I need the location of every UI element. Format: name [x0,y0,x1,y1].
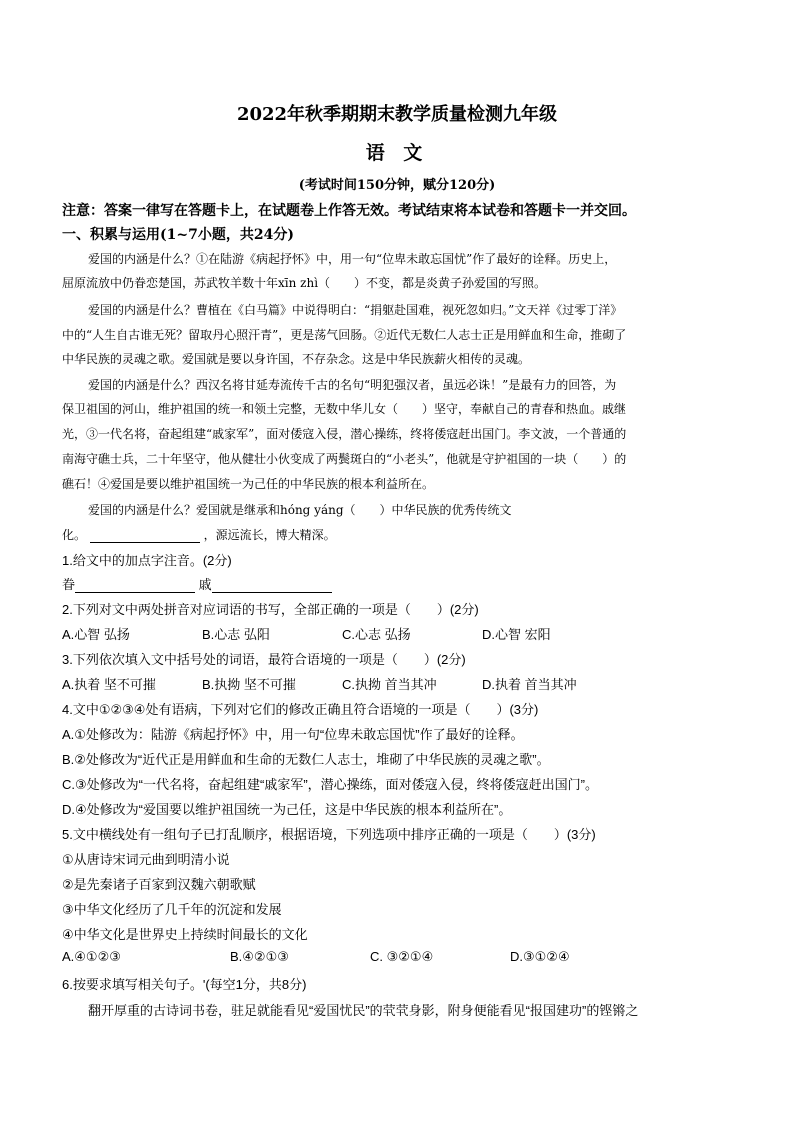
passage-line: 爱国的内涵是什么？曹植在《白马篇》中说得明白：“捐躯赴国难，视死忽如归。”文天祥《过零丁洋》 [88,303,623,317]
q1-char-1: 眷 [62,577,76,592]
q6-intro: 翻开厚重的古诗词书卷，驻足就能看见“爱国忧民”的茕茕身影，附身便能看见“报国建功”的铿锵之 [88,1003,639,1018]
passage-line [62,526,737,543]
passage-line: 中华民族的灵魂之歌。爱国就是要以身许国，不存杂念。这是中华民族薪火相传的灵魂。 [62,352,531,366]
passage-line: 爱国的内涵是什么？①在陆游《病起抒怀》中，用一句“位卑未敢忘国忧”作了最好的诠释。历史上， [88,252,617,266]
passage-line: 保卫祖国的河山，维护祖国的统一和领土完整，无数中华儿女（ ）坚守，奉献自己的青春和热血。戚继 [62,402,627,416]
option-c[interactable]: C.执拗 首当其冲 [342,677,437,692]
passage-line-end: ，源远流长，博大精深。 [203,528,336,542]
q5-options [62,949,737,965]
section-heading: 一、积累与运用(1~7小题，共24分) [62,227,294,243]
passage-line: 礁石！④爱国是要以维护祖国统一为己任的中华民族的根本利益所在。 [62,477,435,491]
q3-options [62,674,737,693]
q1-answer-row [62,574,737,593]
option-b[interactable]: B.执拗 坚不可摧 [202,677,296,692]
q1-blank-1[interactable] [75,578,195,593]
q1-char-2: 戚 [198,577,212,592]
option-b[interactable]: B.②处修改为“近代正是用鲜血和生命的无数仁人志士，堆砌了中华民族的灵魂之歌”。 [62,752,550,767]
passage-line: 屈原流放中仍眷恋楚国，苏武牧羊数十年xīn zhì（ ）不变，都是炎黄子孙爱国的写照。 [62,276,547,290]
option-b[interactable]: B.心志 弘阳 [202,627,270,642]
passage-line: 光，③一代名将，奋起组建“戚家军”，面对倭寇入侵，潜心操练，终将倭寇赶出国门。李文波，一个普通的 [62,427,627,441]
q5-item: ④中华文化是世界史上持续时间最长的文化 [62,927,308,942]
question-6: 6.按要求填写相关句子。'(每空1分，共8分) [62,977,307,992]
passage-line-start: 化。 [62,528,87,542]
question-4: 4.文中①②③④处有语病，下列对它们的修改正确且符合语境的一项是（ ）(3分) [62,702,539,717]
option-d[interactable]: D.心智 宏阳 [482,627,551,642]
question-5: 5.文中横线处有一组句子已打乱顺序，根据语境，下列选项中排序正确的一项是（ ）(3分) [62,827,596,842]
option-d[interactable]: D.④处修改为“爱国要以维护祖国统一为己任，这是中华民族的根本利益所在”。 [62,802,512,817]
subject-title: 语 文 [365,142,429,164]
option-a[interactable]: A.①处修改为：陆游《病起抒怀》中，用一句“位卑未敢忘国忧”作了最好的诠释。 [62,727,524,742]
passage-line: 南海守礁士兵，二十年坚守，他从健壮小伙变成了两鬓斑白的“小老头”，他就是守护祖国的一块（ ）的 [62,452,627,466]
passage-line: 中的“人生自古谁无死？留取丹心照汗青”，更是荡气回肠。②近代无数仁人志士正是用鲜血和生命，推砌了 [62,328,627,342]
option-d[interactable]: D.执着 首当其冲 [482,677,577,692]
notice: 注意：答案一律写在答题卡上，在试题卷上作答无效。考试结束将本试卷和答题卡一并交回。 [62,203,636,219]
exam-info: (考试时间150分钟，赋分120分) [298,178,496,193]
option-a[interactable]: A.④①②③ [62,949,121,964]
answer-blank[interactable] [90,528,200,543]
option-c[interactable]: C. ③②①④ [370,949,434,964]
q5-item: ①从唐诗宋词元曲到明清小说 [62,852,230,867]
option-c[interactable]: C.心志 弘扬 [342,627,411,642]
exam-title: 2022年秋季期期末教学质量检测九年级 [236,104,558,125]
q2-options [62,624,737,643]
option-d[interactable]: D.③①②④ [510,949,570,964]
passage-line: 爱国的内涵是什么？爱国就是继承和hóng yáng（ ）中华民族的优秀传统文 [88,503,512,517]
option-a[interactable]: A.心智 弘扬 [62,627,130,642]
option-c[interactable]: C.③处修改为“一代名将，奋起组建“戚家军”，潜心操练，面对倭寇入侵，终将倭寇赶出国门”。 [62,777,598,792]
option-a[interactable]: A.执着 坚不可摧 [62,677,156,692]
passage-line: 爱国的内涵是什么？西汉名将甘延寿流传千古的名句“明犯强汉者，虽远必诛！”是最有力的回答，为 [88,378,617,392]
question-3: 3.下列依次填入文中括号处的词语，最符合语境的一项是（ ）(2分) [62,652,466,667]
question-2: 2.下列对文中两处拼音对应词语的书写，全部正确的一项是（ ）(2分) [62,602,479,617]
q1-blank-2[interactable] [212,578,332,593]
option-b[interactable]: B.④②①③ [230,949,289,964]
question-1: 1.给文中的加点字注音。(2分) [62,553,232,568]
q5-item: ②是先秦诸子百家到汉魏六朝歌赋 [62,877,256,892]
q5-item: ③中华文化经历了几千年的沉淀和发展 [62,902,282,917]
